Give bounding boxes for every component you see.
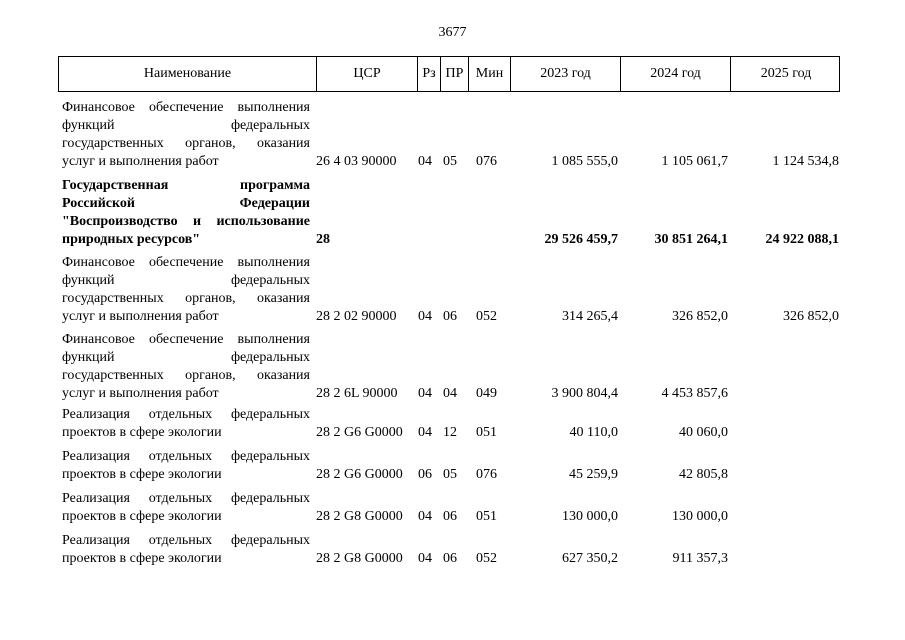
header-rz: Рз	[418, 57, 441, 91]
row-name	[62, 448, 310, 484]
row-2023: 3 900 804,4	[551, 386, 618, 401]
row-name	[62, 490, 310, 526]
row-csr: 28 2 02 90000	[316, 309, 397, 324]
row-pr: 05	[443, 467, 457, 482]
row-name-line: государственных органов, оказания	[62, 368, 310, 383]
row-2023: 29 526 459,7	[544, 232, 618, 247]
row-csr: 26 4 03 90000	[316, 154, 397, 169]
row-2024: 130 000,0	[672, 509, 728, 524]
row-name-line: Финансовое обеспечение выполнения	[62, 255, 310, 270]
page-number: 3677	[438, 25, 467, 40]
row-csr: 28 2 6L 90000	[316, 386, 398, 401]
row-rz: 04	[418, 509, 432, 524]
table-row	[58, 99, 840, 171]
row-2023: 314 265,4	[562, 309, 618, 324]
row-name-line: Государственная программа	[62, 178, 310, 193]
row-name-line: проектов в сфере экологии	[62, 467, 222, 482]
row-pr: 04	[443, 386, 457, 401]
row-name	[62, 99, 310, 171]
header-pr: ПР	[441, 57, 469, 91]
table-row	[58, 254, 840, 326]
table-row	[58, 406, 840, 442]
table-row	[58, 177, 840, 249]
row-name	[62, 331, 310, 403]
row-2024: 30 851 264,1	[654, 232, 728, 247]
row-rz: 04	[418, 551, 432, 566]
row-csr: 28 2 G8 G0000	[316, 551, 403, 566]
row-csr: 28 2 G6 G0000	[316, 425, 403, 440]
row-rz: 06	[418, 467, 432, 482]
header-csr: ЦСР	[317, 57, 418, 91]
row-2024: 4 453 857,6	[661, 386, 728, 401]
row-name-line: природных ресурсов"	[62, 232, 201, 247]
row-name-line: государственных органов, оказания	[62, 136, 310, 151]
row-name-line: функций федеральных	[62, 273, 310, 288]
row-pr: 06	[443, 509, 457, 524]
row-name-line: Реализация отдельных федеральных	[62, 449, 310, 464]
header-name: Наименование	[59, 57, 317, 91]
row-name-line: проектов в сфере экологии	[62, 425, 222, 440]
row-name	[62, 406, 310, 442]
table-row	[58, 448, 840, 484]
row-name-line: проектов в сфере экологии	[62, 551, 222, 566]
row-2025: 326 852,0	[783, 309, 839, 324]
row-2025: 24 922 088,1	[765, 232, 839, 247]
row-2024: 1 105 061,7	[661, 154, 728, 169]
row-min: 052	[476, 551, 497, 566]
row-name-line: Реализация отдельных федеральных	[62, 533, 310, 548]
row-2023: 1 085 555,0	[551, 154, 618, 169]
row-2024: 40 060,0	[679, 425, 728, 440]
row-2023: 45 259,9	[569, 467, 618, 482]
table-header	[58, 56, 840, 92]
row-name-line: государственных органов, оказания	[62, 291, 310, 306]
row-min: 049	[476, 386, 497, 401]
table-row	[58, 490, 840, 526]
row-name	[62, 254, 310, 326]
row-2023: 130 000,0	[562, 509, 618, 524]
row-name-line: Российской Федерации	[62, 196, 310, 211]
row-csr: 28 2 G8 G0000	[316, 509, 403, 524]
row-2023: 627 350,2	[562, 551, 618, 566]
row-min: 076	[476, 154, 497, 169]
row-min: 052	[476, 309, 497, 324]
header-2024: 2024 год	[621, 57, 731, 91]
table-row	[58, 331, 840, 403]
row-name-line: Реализация отдельных федеральных	[62, 491, 310, 506]
header-min: Мин	[469, 57, 511, 91]
row-min: 051	[476, 425, 497, 440]
row-rz: 04	[418, 309, 432, 324]
row-name-line: услуг и выполнения работ	[62, 154, 219, 169]
row-rz: 04	[418, 154, 432, 169]
row-rz: 04	[418, 425, 432, 440]
row-2024: 42 805,8	[679, 467, 728, 482]
row-name-line: услуг и выполнения работ	[62, 309, 219, 324]
row-name-line: функций федеральных	[62, 118, 310, 133]
row-name	[62, 532, 310, 568]
row-min: 051	[476, 509, 497, 524]
row-name-line: функций федеральных	[62, 350, 310, 365]
row-csr: 28 2 G6 G0000	[316, 467, 403, 482]
row-csr: 28	[316, 232, 330, 247]
row-2024: 911 357,3	[672, 551, 728, 566]
row-name-line: проектов в сфере экологии	[62, 509, 222, 524]
row-2024: 326 852,0	[672, 309, 728, 324]
row-min: 076	[476, 467, 497, 482]
row-pr: 06	[443, 551, 457, 566]
row-pr: 06	[443, 309, 457, 324]
row-name-line: услуг и выполнения работ	[62, 386, 219, 401]
row-2025: 1 124 534,8	[772, 154, 839, 169]
row-name-line: Реализация отдельных федеральных	[62, 407, 310, 422]
table-row	[58, 532, 840, 568]
row-name-line: "Воспроизводство и использование	[62, 214, 310, 229]
header-2025: 2025 год	[760, 66, 812, 81]
row-name-line: Финансовое обеспечение выполнения	[62, 332, 310, 347]
row-name	[62, 177, 310, 249]
row-rz: 04	[418, 386, 432, 401]
header-2023: 2023 год	[511, 57, 621, 91]
row-pr: 05	[443, 154, 457, 169]
row-name-line: Финансовое обеспечение выполнения	[62, 100, 310, 115]
row-pr: 12	[443, 425, 457, 440]
row-2023: 40 110,0	[569, 425, 618, 440]
